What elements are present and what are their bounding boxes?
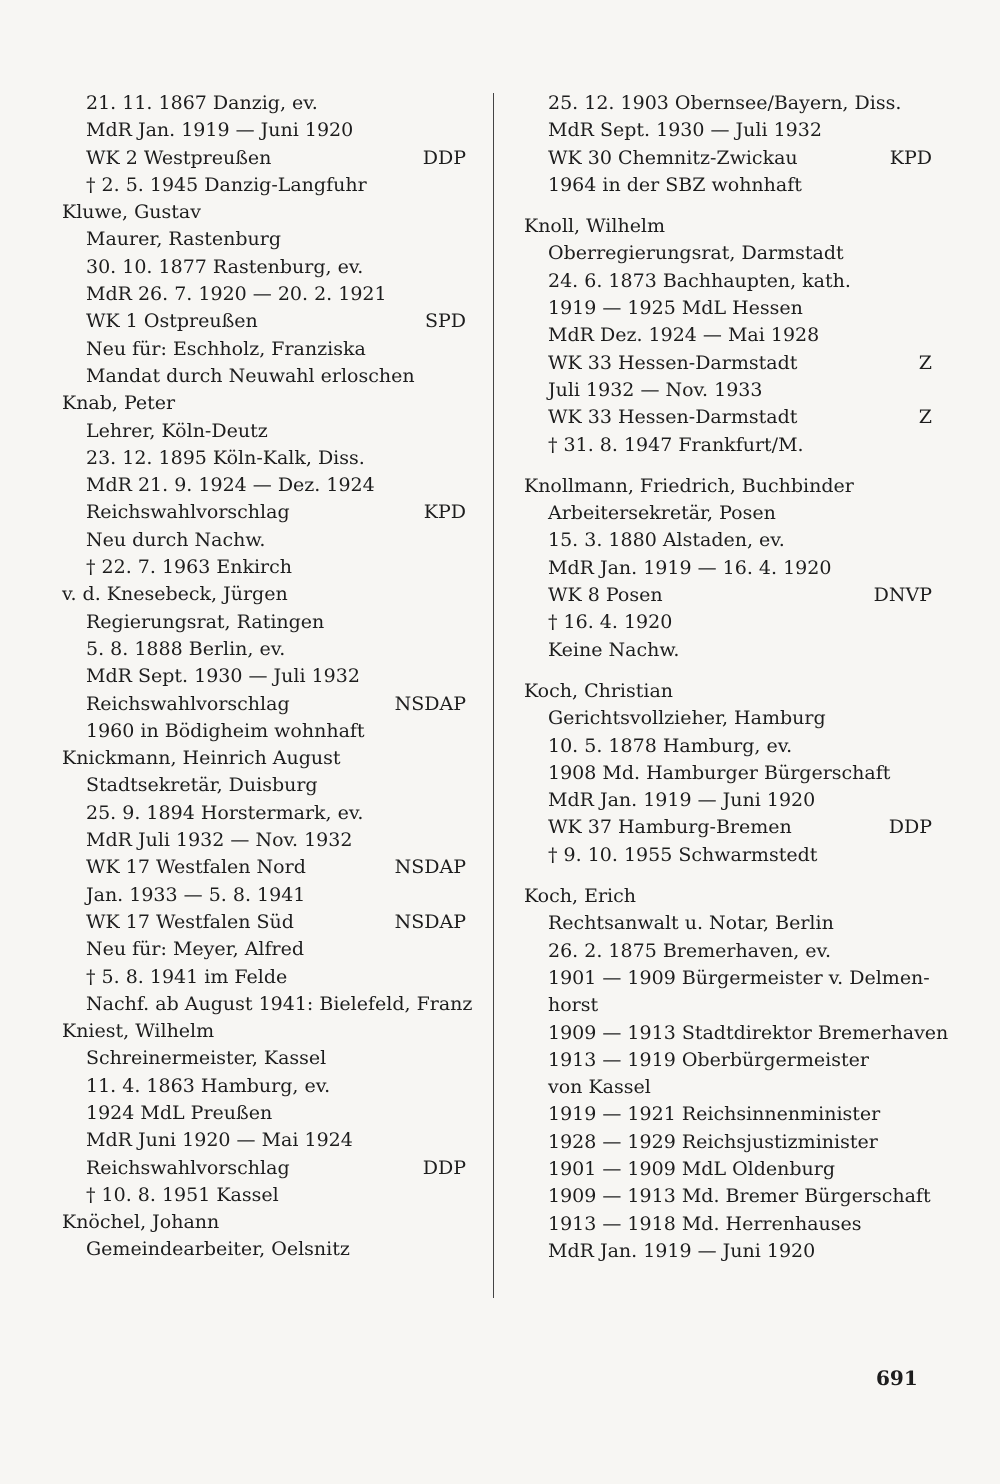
party-label: DDP bbox=[422, 146, 466, 169]
biography-entry bbox=[62, 1209, 466, 1264]
line-text: 1909 — 1913 Md. Bremer Bürgerschaft bbox=[548, 1185, 931, 1208]
line-text: Juli 1932 — Nov. 1933 bbox=[548, 378, 763, 401]
entry-detail-line bbox=[524, 1047, 932, 1074]
entry-detail-line bbox=[62, 827, 466, 854]
entry-detail-line bbox=[524, 555, 932, 582]
line-text: 11. 4. 1863 Hamburg, ev. bbox=[86, 1074, 331, 1097]
line-text: WK 30 Chemnitz-Zwickau bbox=[548, 146, 798, 169]
line-text: 5. 8. 1888 Berlin, ev. bbox=[86, 637, 286, 660]
entry-detail-line bbox=[62, 527, 466, 554]
entry-detail-line bbox=[62, 117, 466, 144]
line-text: 1919 — 1925 MdL Hessen bbox=[548, 297, 803, 320]
entry-name bbox=[524, 678, 932, 705]
entry-detail-line bbox=[62, 718, 466, 745]
entry-detail-line bbox=[524, 432, 932, 459]
entry-detail-line bbox=[62, 308, 466, 335]
line-text: Kluwe, Gustav bbox=[62, 201, 201, 224]
entry-detail-line bbox=[524, 609, 932, 636]
line-text: Kniest, Wilhelm bbox=[62, 1020, 215, 1043]
line-text: 30. 10. 1877 Rastenburg, ev. bbox=[86, 255, 364, 278]
entry-detail-line bbox=[62, 1236, 466, 1263]
party-label: KPD bbox=[889, 146, 932, 169]
line-text: Reichswahlvorschlag bbox=[86, 501, 290, 524]
line-text: Gemeindearbeiter, Oelsnitz bbox=[86, 1238, 350, 1261]
entry-detail-line bbox=[524, 814, 932, 841]
entry-detail-line bbox=[524, 240, 932, 267]
entry-detail-line bbox=[62, 254, 466, 281]
line-text: MdR Jan. 1919 — Juni 1920 bbox=[548, 1239, 816, 1262]
line-text: Schreinermeister, Kassel bbox=[86, 1047, 327, 1070]
line-text: 1928 — 1929 Reichsjustizminister bbox=[548, 1130, 878, 1153]
biography-entry bbox=[524, 473, 932, 664]
line-text: 25. 9. 1894 Horstermark, ev. bbox=[86, 801, 364, 824]
entry-detail-line bbox=[62, 964, 466, 991]
line-text: WK 37 Hamburg-Bremen bbox=[548, 816, 792, 839]
line-text: MdR Dez. 1924 — Mai 1928 bbox=[548, 324, 820, 347]
entry-detail-line bbox=[62, 226, 466, 253]
entry-detail-line bbox=[62, 691, 466, 718]
party-label: Z bbox=[918, 351, 932, 374]
line-text: † 2. 5. 1945 Danzig-Langfuhr bbox=[86, 173, 367, 196]
biography-entry bbox=[62, 581, 466, 745]
line-text: Koch, Erich bbox=[524, 885, 636, 908]
entry-detail-line bbox=[524, 637, 932, 664]
line-text: WK 33 Hessen-Darmstadt bbox=[548, 406, 798, 429]
line-text: v. d. Knesebeck, Jürgen bbox=[62, 583, 288, 606]
entry-name bbox=[524, 473, 932, 500]
entry-detail-line bbox=[524, 938, 932, 965]
entry-detail-line bbox=[524, 500, 932, 527]
entry-detail-line bbox=[62, 472, 466, 499]
entry-detail-line bbox=[524, 1129, 932, 1156]
party-label: SPD bbox=[424, 310, 466, 333]
line-text: † 5. 8. 1941 im Felde bbox=[86, 965, 288, 988]
line-text: MdR Juni 1920 — Mai 1924 bbox=[86, 1129, 353, 1152]
party-label: NSDAP bbox=[394, 856, 466, 879]
line-text: Koch, Christian bbox=[524, 679, 674, 702]
entry-detail-line bbox=[62, 336, 466, 363]
line-text: Neu durch Nachw. bbox=[86, 528, 266, 551]
entry-detail-line bbox=[524, 377, 932, 404]
line-text: Regierungsrat, Ratingen bbox=[86, 610, 325, 633]
line-text: WK 2 Westpreußen bbox=[86, 146, 272, 169]
entry-detail-line bbox=[524, 1020, 949, 1047]
entry-detail-line bbox=[62, 1127, 466, 1154]
entry-detail-line bbox=[524, 90, 932, 117]
entry-detail-line bbox=[62, 936, 466, 963]
line-text: Mandat durch Neuwahl erloschen bbox=[86, 364, 415, 387]
entry-detail-line bbox=[524, 787, 932, 814]
entry-detail-line bbox=[62, 1045, 466, 1072]
entry-name bbox=[62, 581, 466, 608]
entry-detail-line bbox=[524, 172, 932, 199]
entry-detail-line bbox=[62, 854, 466, 881]
line-text: Knöchel, Johann bbox=[62, 1211, 220, 1234]
entry-detail-line bbox=[524, 322, 932, 349]
entry-detail-line bbox=[524, 1238, 932, 1265]
entry-detail-line bbox=[524, 910, 932, 937]
line-text: WK 17 Westfalen Süd bbox=[86, 910, 294, 933]
entry-detail-line bbox=[524, 760, 932, 787]
line-text: Knoll, Wilhelm bbox=[524, 215, 666, 238]
entry-gap bbox=[524, 459, 932, 473]
entry-detail-line bbox=[524, 1211, 932, 1238]
line-text: Gerichtsvollzieher, Hamburg bbox=[548, 707, 826, 730]
party-label: Z bbox=[918, 406, 932, 429]
line-text: MdR Juli 1932 — Nov. 1932 bbox=[86, 829, 353, 852]
entry-name bbox=[62, 199, 466, 226]
line-text: 1909 — 1913 Stadtdirektor Bremerhaven bbox=[548, 1021, 949, 1044]
entry-detail-line bbox=[524, 965, 932, 992]
line-text: 1964 in der SBZ wohnhaft bbox=[548, 173, 802, 196]
biography-entry bbox=[62, 1018, 466, 1209]
line-text: Reichswahlvorschlag bbox=[86, 1156, 290, 1179]
entry-detail-line bbox=[62, 800, 466, 827]
line-text: 1960 in Bödigheim wohnhaft bbox=[86, 719, 365, 742]
biography-entry bbox=[524, 678, 932, 869]
biography-entry bbox=[524, 213, 932, 459]
entry-name bbox=[62, 1018, 466, 1045]
line-text: Jan. 1933 — 5. 8. 1941 bbox=[86, 883, 306, 906]
line-text: Knollmann, Friedrich, Buchbinder bbox=[524, 474, 854, 497]
line-text: Maurer, Rastenburg bbox=[86, 228, 282, 251]
party-label: DNVP bbox=[873, 584, 932, 607]
entry-detail-line bbox=[62, 772, 466, 799]
line-text: MdR Jan. 1919 — Juni 1920 bbox=[548, 789, 816, 812]
line-text: MdR 26. 7. 1920 — 20. 2. 1921 bbox=[86, 283, 387, 306]
entry-detail-line bbox=[62, 445, 466, 472]
entry-detail-line bbox=[524, 1101, 932, 1128]
line-text: 1901 — 1909 Bürgermeister v. Delmen- bbox=[548, 966, 930, 989]
entry-detail-line bbox=[62, 281, 466, 308]
entry-gap bbox=[524, 664, 932, 678]
party-label: KPD bbox=[423, 501, 466, 524]
entry-detail-line bbox=[524, 404, 932, 431]
line-text: 1913 — 1918 Md. Herrenhauses bbox=[548, 1212, 862, 1235]
line-text: 1924 MdL Preußen bbox=[86, 1101, 273, 1124]
line-text: WK 1 Ostpreußen bbox=[86, 310, 258, 333]
line-text: MdR Jan. 1919 — Juni 1920 bbox=[86, 119, 354, 142]
line-text: horst bbox=[548, 994, 599, 1017]
entry-detail-line bbox=[62, 499, 466, 526]
line-text: MdR Jan. 1919 — 16. 4. 1920 bbox=[548, 556, 832, 579]
entry-detail-line bbox=[62, 1073, 466, 1100]
page-number: 691 bbox=[876, 1366, 918, 1390]
line-text: † 31. 8. 1947 Frankfurt/M. bbox=[548, 433, 804, 456]
entry-name bbox=[62, 1209, 466, 1236]
entry-detail-line bbox=[62, 909, 466, 936]
line-text: 26. 2. 1875 Bremerhaven, ev. bbox=[548, 939, 832, 962]
party-label: NSDAP bbox=[394, 910, 466, 933]
entry-detail-line bbox=[62, 172, 466, 199]
line-text: Lehrer, Köln-Deutz bbox=[86, 419, 268, 442]
line-text: MdR Sept. 1930 — Juli 1932 bbox=[548, 119, 822, 142]
line-text: † 22. 7. 1963 Enkirch bbox=[86, 556, 293, 579]
entry-detail-line bbox=[524, 527, 932, 554]
line-text: WK 17 Westfalen Nord bbox=[86, 856, 306, 879]
party-label: NSDAP bbox=[394, 692, 466, 715]
column-divider bbox=[493, 93, 494, 1298]
line-text: Rechtsanwalt u. Notar, Berlin bbox=[548, 912, 834, 935]
line-text: Nachf. ab August 1941: Bielefeld, Franz bbox=[86, 992, 473, 1015]
line-text: 1908 Md. Hamburger Bürgerschaft bbox=[548, 761, 891, 784]
line-text: 21. 11. 1867 Danzig, ev. bbox=[86, 92, 318, 114]
biography-entry bbox=[524, 90, 932, 199]
entry-detail-line bbox=[524, 145, 932, 172]
line-text: Arbeitersekretär, Posen bbox=[548, 502, 776, 525]
line-text: MdR 21. 9. 1924 — Dez. 1924 bbox=[86, 474, 375, 497]
party-label: DDP bbox=[888, 816, 932, 839]
line-text: 24. 6. 1873 Bachhaupten, kath. bbox=[548, 269, 851, 292]
line-text: 10. 5. 1878 Hamburg, ev. bbox=[548, 734, 793, 757]
left-column bbox=[62, 90, 473, 1264]
line-text: von Kassel bbox=[548, 1076, 651, 1099]
entry-detail-line bbox=[524, 268, 932, 295]
entry-detail-line bbox=[524, 295, 932, 322]
entry-detail-line bbox=[524, 117, 932, 144]
entry-detail-line bbox=[62, 145, 466, 172]
line-text: MdR Sept. 1930 — Juli 1932 bbox=[86, 665, 360, 688]
entry-name bbox=[524, 883, 932, 910]
entry-detail-line bbox=[62, 609, 466, 636]
entry-detail-line bbox=[524, 350, 932, 377]
line-text: Knab, Peter bbox=[62, 392, 176, 415]
entry-detail-line bbox=[524, 1156, 932, 1183]
entry-detail-line bbox=[62, 991, 473, 1018]
line-text: Knickmann, Heinrich August bbox=[62, 747, 341, 770]
entry-gap bbox=[524, 199, 932, 213]
biography-entry bbox=[62, 390, 466, 581]
line-text: WK 8 Posen bbox=[548, 584, 663, 607]
line-text: Neu für: Eschholz, Franziska bbox=[86, 337, 366, 360]
line-text: Stadtsekretär, Duisburg bbox=[86, 774, 318, 797]
line-text: † 10. 8. 1951 Kassel bbox=[86, 1183, 279, 1206]
entry-detail-line bbox=[62, 882, 466, 909]
biography-entry bbox=[62, 90, 466, 199]
biography-entry bbox=[524, 883, 949, 1265]
entry-detail-line bbox=[524, 733, 932, 760]
entry-detail-line bbox=[62, 1100, 466, 1127]
entry-gap bbox=[524, 869, 932, 883]
biography-entry bbox=[62, 199, 466, 390]
entry-detail-line bbox=[62, 1182, 466, 1209]
entry-detail-line bbox=[524, 842, 932, 869]
entry-name bbox=[62, 745, 466, 772]
entry-detail-line bbox=[62, 663, 466, 690]
line-text: Reichswahlvorschlag bbox=[86, 692, 290, 715]
line-text: Neu für: Meyer, Alfred bbox=[86, 938, 305, 961]
entry-detail-line bbox=[524, 1074, 932, 1101]
line-text: Keine Nachw. bbox=[548, 638, 680, 661]
entry-detail-line bbox=[524, 582, 932, 609]
entry-detail-line bbox=[62, 1155, 466, 1182]
entry-detail-line bbox=[524, 992, 932, 1019]
entry-detail-line bbox=[62, 418, 466, 445]
entry-detail-line bbox=[524, 705, 932, 732]
biography-entry bbox=[62, 745, 473, 1018]
entry-name bbox=[62, 390, 466, 417]
line-text: 23. 12. 1895 Köln-Kalk, Diss. bbox=[86, 446, 365, 469]
line-text: † 16. 4. 1920 bbox=[548, 611, 673, 634]
line-text: 25. 12. 1903 Obernsee/Bayern, Diss. bbox=[548, 92, 902, 114]
entry-detail-line bbox=[524, 1183, 932, 1210]
entry-detail-line bbox=[62, 554, 466, 581]
line-text: † 9. 10. 1955 Schwarmstedt bbox=[548, 843, 818, 866]
entry-detail-line bbox=[62, 636, 466, 663]
line-text: 1913 — 1919 Oberbürgermeister bbox=[548, 1048, 869, 1071]
party-label: DDP bbox=[422, 1156, 466, 1179]
line-text: 15. 3. 1880 Alstaden, ev. bbox=[548, 529, 785, 552]
line-text: 1901 — 1909 MdL Oldenburg bbox=[548, 1157, 836, 1180]
line-text: Oberregierungsrat, Darmstadt bbox=[548, 242, 844, 265]
line-text: 1919 — 1921 Reichsinnenminister bbox=[548, 1103, 881, 1126]
entry-name bbox=[524, 213, 932, 240]
entry-detail-line bbox=[62, 90, 466, 117]
entry-detail-line bbox=[62, 363, 466, 390]
right-column bbox=[524, 90, 949, 1265]
line-text: WK 33 Hessen-Darmstadt bbox=[548, 351, 798, 374]
